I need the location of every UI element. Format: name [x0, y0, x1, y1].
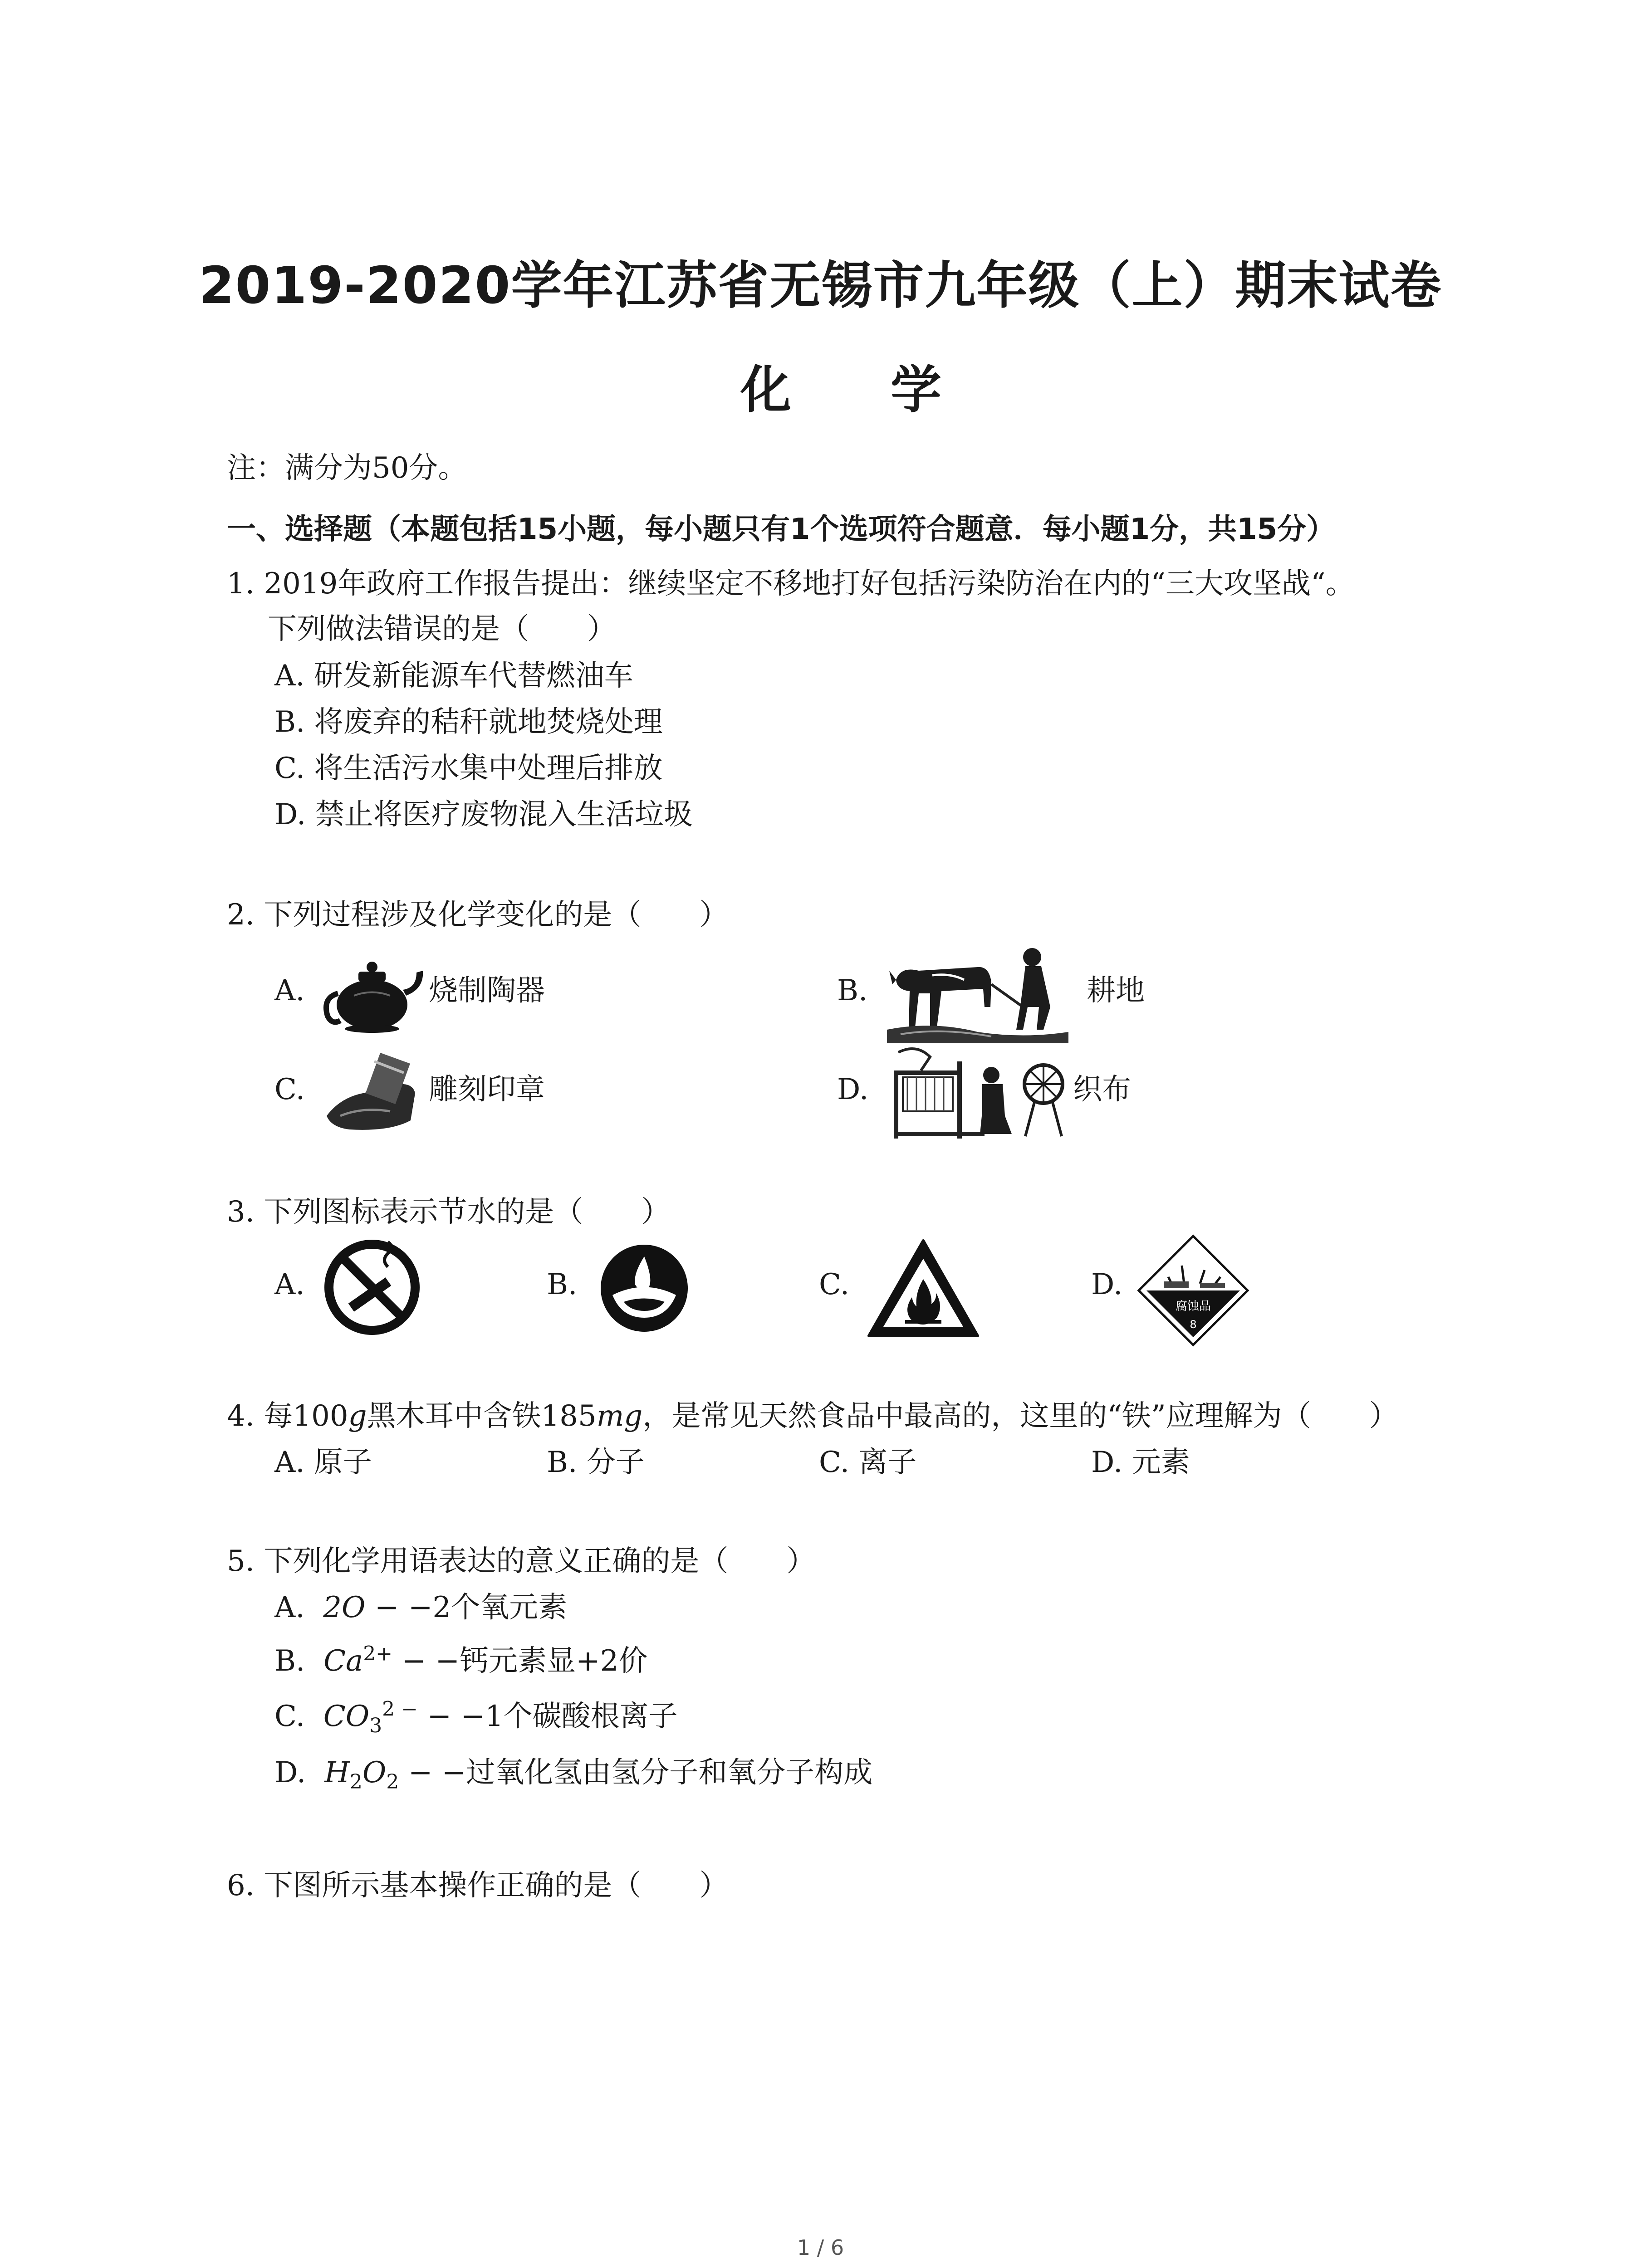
q2-option-a-text: 烧制陶器	[429, 974, 545, 1007]
q3-option-c-label: C.	[819, 1268, 850, 1301]
q1-option-a: A. 研发新能源车代替燃油车	[274, 659, 633, 693]
q5-stem: 5. 下列化学用语表达的意义正确的是（ ）	[227, 1545, 816, 1578]
corrosive-warning-icon	[1136, 1234, 1250, 1347]
q4-stem-part1: 4. 每100	[227, 1399, 348, 1433]
q4-unit-g: g	[348, 1399, 367, 1433]
q5-option-b-charge: 2+	[363, 1642, 393, 1666]
paper-title: 2019-2020学年江苏省无锡市九年级（上）期末试卷	[199, 256, 1442, 315]
q2-option-c-text: 雕刻印章	[429, 1073, 545, 1106]
q5-option-b-formula: Ca	[323, 1644, 363, 1678]
q4-option-b: B. 分子	[547, 1446, 645, 1479]
q4-option-d: D. 元素	[1091, 1446, 1190, 1479]
q1-option-b: B. 将废弃的秸秆就地焚烧处理	[274, 705, 663, 739]
q2-option-b-text: 耕地	[1087, 974, 1145, 1007]
q4-unit-mg: mg	[596, 1399, 643, 1433]
q5-option-a-text: − −2个氧元素	[365, 1591, 568, 1624]
q5-option-d-subscript-1: 2	[349, 1770, 362, 1794]
q2-option-a-label: A.	[274, 974, 305, 1007]
q5-option-c-formula: CO	[323, 1700, 370, 1733]
q5-option-d-label: D.	[274, 1756, 306, 1789]
q2-option-c-label: C.	[274, 1073, 305, 1106]
teapot-image	[322, 953, 426, 1034]
q4-stem-part3: ，是常见天然食品中最高的，这里的“铁”应理解为（ ）	[642, 1399, 1398, 1433]
section-heading: 一、选择题（本题包括15小题，每小题只有1个选项符合题意．每小题1分，共15分）	[227, 513, 1336, 546]
q3-option-a-label: A.	[274, 1268, 305, 1301]
q5-option-c-subscript: 3	[369, 1714, 382, 1737]
q3-stem: 3. 下列图标表示节水的是（ ）	[227, 1195, 671, 1229]
q5-option-c-charge: 2 −	[382, 1697, 418, 1721]
page-number: 1 / 6	[797, 2235, 844, 2260]
q5-option-d-text: − −过氧化氢由氢分子和氧分子构成	[399, 1756, 873, 1789]
q4-option-c: C. 离子	[819, 1446, 917, 1479]
q2-stem: 2. 下列过程涉及化学变化的是（ ）	[227, 898, 729, 932]
q4-stem	[227, 1399, 1398, 1433]
q1-stem-line1: 1. 2019年政府工作报告提出：继续坚定不移地打好包括污染防治在内的“三大攻坚战“。	[227, 567, 1355, 601]
q4-stem-part2: 黑木耳中含铁185	[367, 1399, 597, 1433]
q4-option-a: A. 原子	[274, 1446, 372, 1479]
corrosive-label: 腐蚀品	[1175, 1300, 1211, 1313]
q5-option-d-formula-h: H	[324, 1756, 350, 1789]
subject-title: 化 学	[740, 361, 982, 420]
flammable-warning-icon	[864, 1236, 982, 1340]
plowing-image	[887, 939, 1068, 1043]
q2-option-b-label: B.	[837, 974, 868, 1007]
score-note: 注：满分为50分。	[227, 451, 467, 485]
no-smoking-icon	[324, 1240, 420, 1335]
q5-option-d-formula-o: O	[362, 1756, 387, 1789]
q5-option-b-label: B.	[274, 1644, 305, 1678]
q1-option-d: D. 禁止将医疗废物混入生活垃圾	[274, 798, 693, 831]
q5-option-a-label: A.	[274, 1591, 305, 1624]
q5-option-c-label: C.	[274, 1700, 305, 1733]
q5-option-c-text: − −1个碳酸根离子	[418, 1700, 678, 1733]
seal-carving-image	[322, 1048, 426, 1134]
q5-option-a-formula: 2O	[323, 1591, 366, 1624]
corrosive-class-number: 8	[1190, 1318, 1197, 1331]
water-saving-icon	[599, 1243, 690, 1334]
q5-option-b	[274, 1642, 648, 1678]
q3-option-d-label: D.	[1091, 1268, 1123, 1301]
q3-option-b-label: B.	[547, 1268, 578, 1301]
q5-option-d	[274, 1756, 873, 1794]
q5-option-b-text: − −钙元素显+2价	[392, 1644, 648, 1678]
q5-option-a	[274, 1593, 567, 1622]
q2-option-d-text: 织布	[1073, 1073, 1131, 1106]
q5-option-d-subscript-2: 2	[386, 1770, 399, 1794]
q2-option-d-label: D.	[837, 1073, 869, 1106]
q1-option-c: C. 将生活污水集中处理后排放	[274, 752, 663, 785]
q6-stem: 6. 下图所示基本操作正确的是（ ）	[227, 1869, 729, 1902]
q1-stem-line2: 下列做法错误的是（ ）	[268, 612, 616, 646]
weaving-image	[889, 1043, 1071, 1143]
q5-option-c	[274, 1697, 678, 1737]
